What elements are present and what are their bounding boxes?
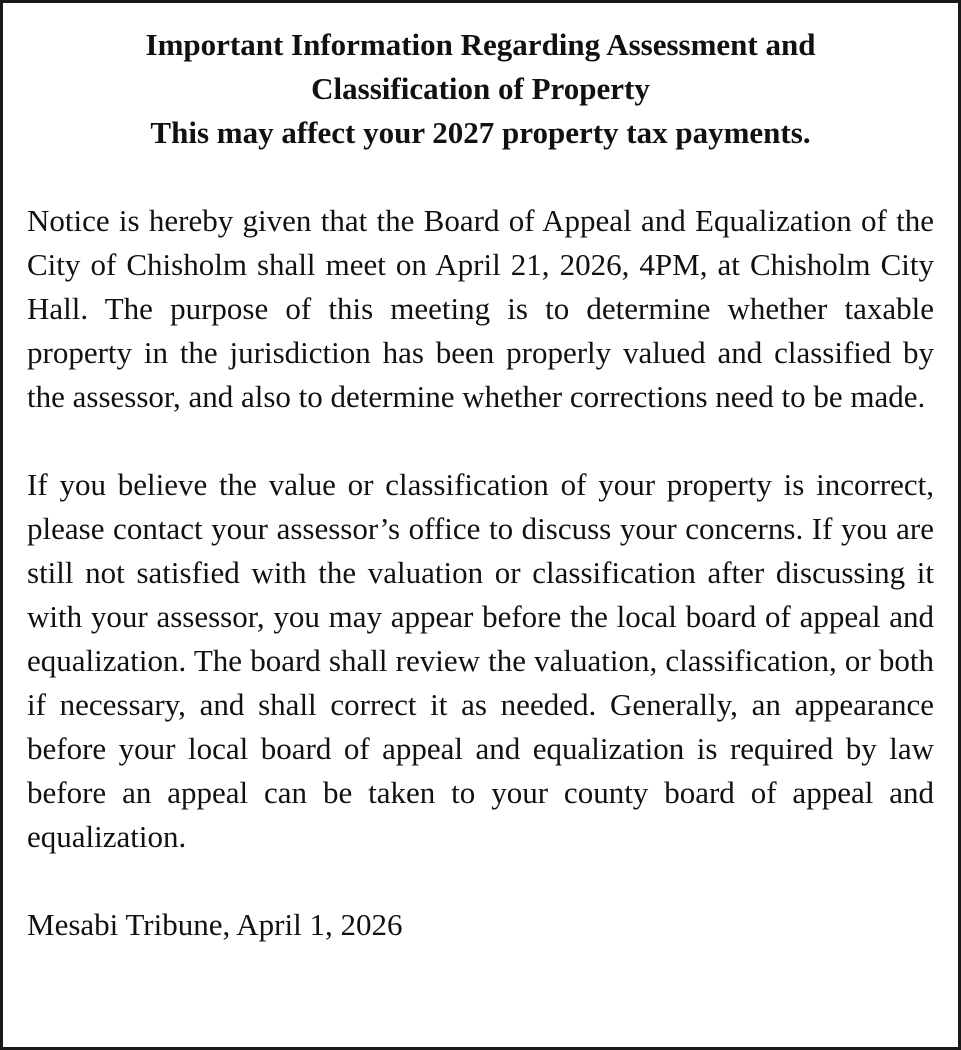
heading-line-1: Important Information Regarding Assessment and <box>145 27 816 62</box>
heading-line-2: Classification of Property <box>311 71 650 106</box>
meeting-notice-paragraph: Notice is hereby given that the Board of Appeal and Equalization of the City of Chisholm shall meet on April 21, 2026, 4PM, at Chisholm City Hall. The purpose of this meeting is to determine whether taxable property in the jurisdiction has been properly valued and classified by the assessor, and also to determine whether corrections need to be made. <box>27 203 934 414</box>
appeal-instructions-paragraph: If you believe the value or classification of your property is incorrect, please contact your assessor’s office to discuss your concerns. If you are still not satisfied with the valuation or classification after discussing it with your assessor, you may appear before the local board of appeal and equalization. The board shall review the valuation, classification, or both if necessary, and shall correct it as needed. Generally, an appearance before your local board of appeal and equalization is required by law before an appeal can be taken to your county board of appeal and equalization. <box>27 467 934 854</box>
notice-heading <box>27 23 934 155</box>
heading-line-3: This may affect your 2027 property tax payments. <box>150 115 811 150</box>
publication-signoff: Mesabi Tribune, April 1, 2026 <box>27 907 403 942</box>
